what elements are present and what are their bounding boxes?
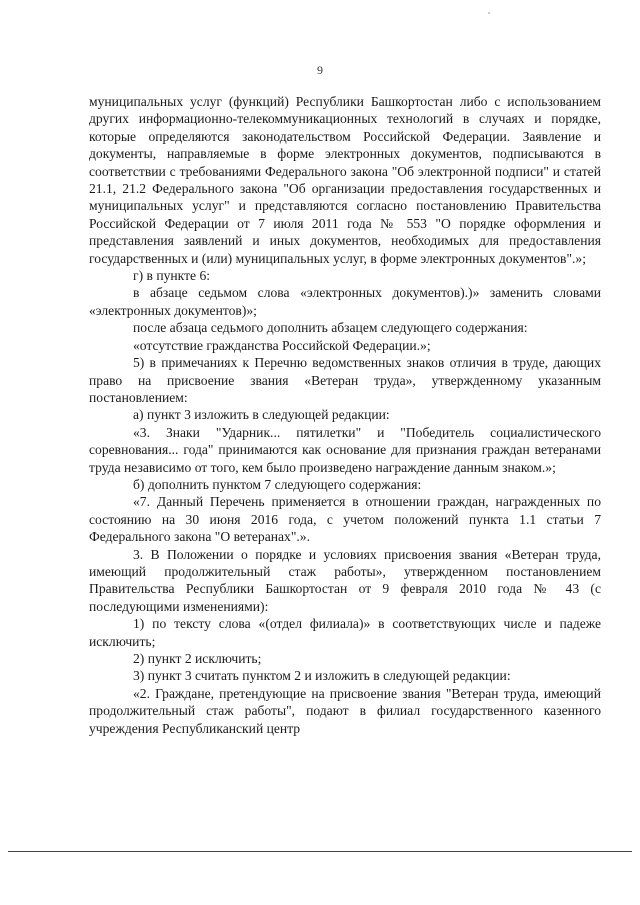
page-number: 9 [317,63,323,77]
paragraph: 3) пункт 3 считать пунктом 2 и изложить в следующей редакции: [133,668,511,684]
paragraph: б) дополнить пунктом 7 следующего содержания: [133,476,422,492]
document-body [89,93,601,737]
paragraph: 5) в примечаниях к Перечню ведомственных знаков отличия в труде, дающих право на присвоение звания «Ветеран труда», утвержденному указанным постановлением: [89,355,601,405]
paragraph: «3. Знаки "Ударник... пятилетки" и "Победитель социалистического соревнования... года" принимаются как основание для признания граждан ветеранами труда независимо от того, кем было произведено награждение данным знаком.»; [89,424,601,475]
scan-speck [488,12,490,14]
paragraph: в абзаце седьмом слова «электронных документов).)» заменить словами «электронных документов)»; [89,285,601,318]
paragraph: 1) по тексту слова «(отдел филиала)» в соответствующих числе и падеже исключить; [89,616,601,649]
paragraph: а) пункт 3 изложить в следующей редакции: [133,407,390,423]
paragraph: муниципальных услуг (функций) Республики Башкортостан либо с использованием других информационно-телекоммуникационных технологий в случаях и порядке, которые определяются законодательством Российской Федерации. Заявление и документы, направляемые в форме электронных документов, подписываются в соответствии с требованиями Федерального закона "Об электронной подписи" и статей 21.1, 21.2 Федерального закона "Об организации предоставления государственных и муниципальных услуг" и представляются согласно постановлению Правительства Российской Федерации от 7 июля 2011 года № 553 "О порядке оформления и представления заявлений и иных документов, необходимых для предоставления государственных и (или) муниципальных услуг, в форме электронных документов".»; [89,94,601,266]
paragraph: «отсутствие гражданства Российской Федерации.»; [133,337,431,353]
paragraph: 3. В Положении о порядке и условиях присвоения звания «Ветеран труда, имеющий продолжительный стаж работы», утвержденном постановлением Правительства Республики Башкортостан от 9 февраля 2010 года № 43 (с последующими изменениями): [89,546,601,614]
paragraph: «7. Данный Перечень применяется в отношении граждан, награжденных по состоянию на 30 июня 2016 года, с учетом положений пункта 1.1 статьи 7 Федерального закона "О ветеранах".». [89,494,601,545]
paragraph: г) в пункте 6: [133,268,211,284]
paragraph: после абзаца седьмого дополнить абзацем следующего содержания: [133,320,528,336]
paragraph: 2) пункт 2 исключить; [133,651,262,666]
paragraph: «2. Граждане, претендующие на присвоение звания "Ветеран труда, имеющий продолжительный стаж работы", подают в филиал государственного казенного учреждения Республиканский центр [89,685,601,736]
page-bottom-rule [8,851,632,852]
